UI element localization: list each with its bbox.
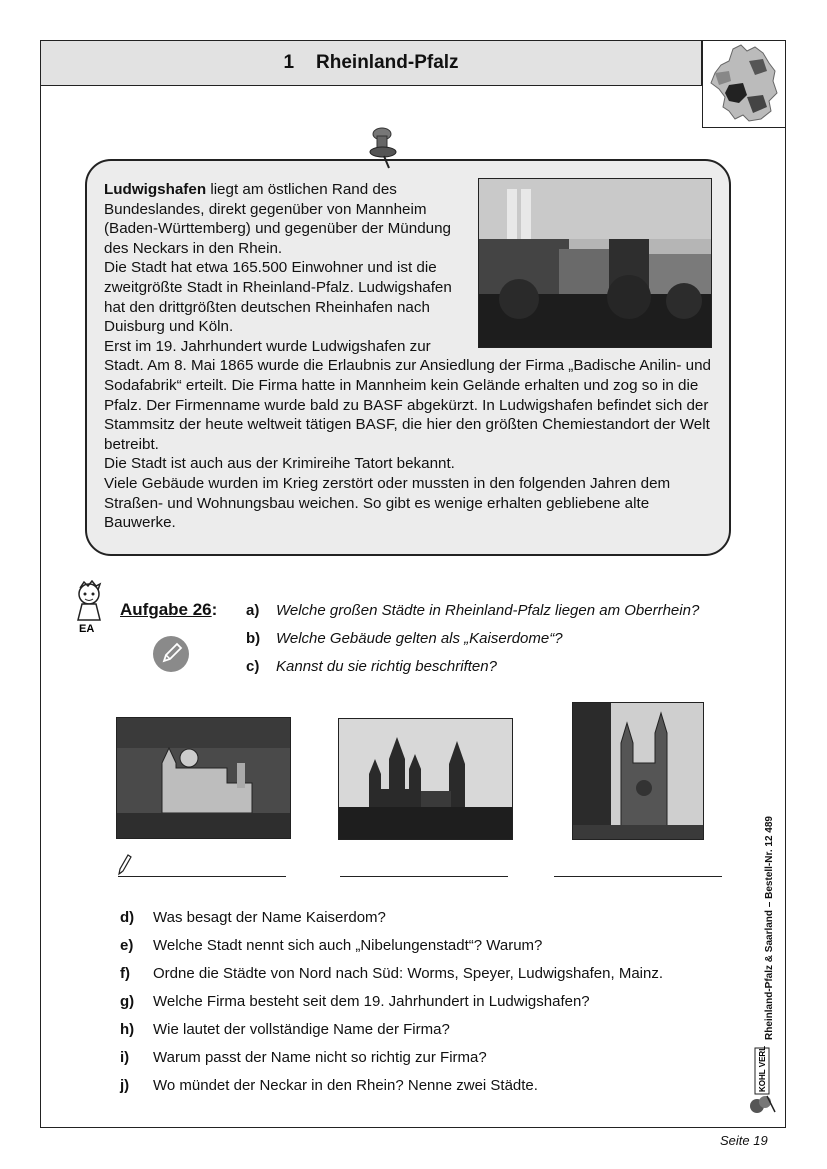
question-i: i) Warum passt der Name nicht so richtig zur Firma?	[120, 1049, 487, 1066]
info-paragraph-1: Ludwigshafen liegt am östlichen Rand des Bundeslandes, direkt gegenüber von Mannheim (Baden-Württemberg) und gegenüber der Mündung des Neckars in den Rhein.	[104, 181, 451, 257]
writing-pencil-icon	[116, 852, 132, 876]
info-paragraph-2: Die Stadt hat etwa 165.500 Einwohner und ist die zweitgrößte Stadt in Rheinland-Pfalz. Ludwigshafen hat den drittgrößten deutschen Rheinhafen nach Duisburg und Köln.	[104, 259, 452, 336]
cathedral-photo-2	[338, 718, 513, 840]
germany-map-icon	[702, 40, 786, 128]
chapter-number: 1	[283, 52, 295, 73]
kid-label: EA	[79, 623, 95, 635]
question-a: a) Welche großen Städte in Rheinland-Pfalz liegen am Oberrhein?	[246, 602, 700, 619]
answer-line-1[interactable]	[118, 876, 286, 877]
info-paragraph-5: Viele Gebäude wurden im Krieg zerstört oder mussten in den folgenden Jahren dem Straßen- und Wohnungsbau weichen. So gibt es wenige erhalten gebliebene alte Bauwerke.	[104, 474, 671, 532]
pencil-icon	[153, 636, 189, 672]
questions-top	[246, 601, 706, 685]
question-f: f) Ordne die Städte von Nord nach Süd: Worms, Speyer, Ludwigshafen, Mainz.	[120, 965, 663, 982]
questions-bottom	[120, 909, 740, 1105]
question-d: d) Was besagt der Name Kaiserdom?	[120, 909, 386, 926]
answer-line-2[interactable]	[340, 876, 508, 877]
info-paragraph-3b: Stadt. Am 8. Mai 1865 wurde die Erlaubnis zur Ansiedlung der Firma „Badische Anilin- und Sodafabrik“ erteilt. Die Firma hatte in Mannheim kein Gelände erhalten und zog so in die Pfalz. Der Firmenname wurde bald zu BASF abgekürzt. In Ludwigshafen befindet sich der Stammsitz der heute weltweit tätigen BASF, die hier den größten Chemiestandort der Welt betreibt.	[104, 357, 711, 453]
info-bold-lead: Ludwigshafen	[104, 181, 207, 198]
page-number: Seite 19	[720, 1133, 768, 1148]
pushpin-icon	[367, 126, 399, 170]
task-title: Aufgabe 26:	[120, 600, 218, 619]
kid-figure-icon	[72, 580, 106, 636]
info-text	[104, 180, 714, 533]
info-paragraph-4: Die Stadt ist auch aus der Krimireihe Tatort bekannt.	[104, 455, 455, 473]
question-j: j) Wo mündet der Neckar in den Rhein? Nenne zwei Städte.	[120, 1077, 538, 1094]
question-c: c) Kannst du sie richtig beschriften?	[246, 658, 497, 675]
sidebar-order-info: Rheinland-Pfalz & Saarland – Bestell-Nr. 12 489	[764, 816, 775, 1040]
info-paragraph-3a: Erst im 19. Jahrhundert wurde Ludwigshafen zur	[104, 337, 431, 355]
cathedral-photo-1	[116, 717, 291, 839]
chapter-header	[40, 40, 702, 86]
question-h: h) Wie lautet der vollständige Name der Firma?	[120, 1021, 450, 1038]
question-g: g) Welche Firma besteht seit dem 19. Jahrhundert in Ludwigshafen?	[120, 993, 590, 1010]
question-e: e) Welche Stadt nennt sich auch „Nibelungenstadt“? Warum?	[120, 937, 543, 954]
answer-line-3[interactable]	[554, 876, 722, 877]
publisher-logo-text: KOHL VERLAG	[758, 1046, 767, 1092]
question-b: b) Welche Gebäude gelten als „Kaiserdome“?	[246, 630, 563, 647]
cathedral-photo-3	[572, 702, 704, 840]
chapter-title: Rheinland-Pfalz	[316, 52, 459, 73]
publisher-logo	[745, 1046, 779, 1116]
